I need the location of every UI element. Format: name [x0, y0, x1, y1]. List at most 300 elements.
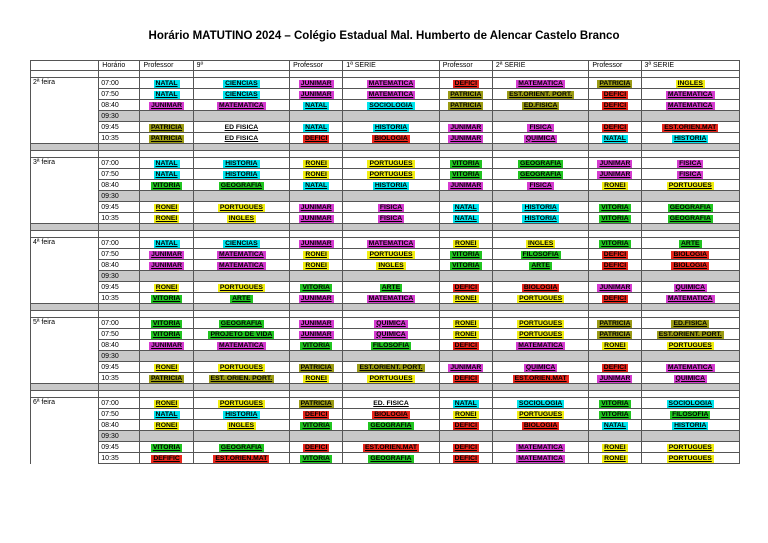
- teacher-tag: JUNIMAR: [151, 341, 183, 349]
- teacher-tag: DEFICI: [603, 250, 627, 258]
- subject-tag: MATEMATICA: [219, 261, 264, 269]
- table-row: [31, 442, 740, 453]
- teacher-cell: [439, 158, 492, 169]
- day-cell: [31, 431, 99, 442]
- schedule-body: [31, 71, 740, 464]
- subject-cell: [641, 202, 739, 213]
- subject-cell: [193, 100, 289, 111]
- day-cell: [31, 180, 99, 191]
- teacher-tag: VITORIA: [302, 421, 330, 429]
- subject-tag: GEOGRAFIA: [520, 170, 562, 178]
- teacher-tag: RONEI: [604, 443, 626, 451]
- teacher-cell: [589, 340, 641, 351]
- time-cell: 09:30: [99, 431, 140, 442]
- subject-tag: MATEMATICA: [518, 79, 563, 87]
- teacher-tag: RONEI: [155, 363, 178, 371]
- teacher-tag: VITORIA: [152, 443, 181, 451]
- subject-cell: [641, 282, 739, 293]
- empty-cell: [193, 311, 289, 318]
- subject-cell: [343, 340, 439, 351]
- subject-cell: [343, 260, 439, 271]
- recess-cell: [641, 271, 739, 282]
- empty-cell: [290, 71, 343, 78]
- separator-cell: [343, 304, 439, 311]
- header-horario: Horário: [99, 61, 140, 71]
- teacher-tag: DEFICI: [454, 341, 477, 349]
- subject-cell: [343, 158, 439, 169]
- time-cell: 09:30: [99, 191, 140, 202]
- empty-cell: [492, 231, 588, 238]
- subject-tag: HISTORIA: [374, 181, 408, 189]
- teacher-cell: [589, 158, 641, 169]
- teacher-tag: DEFICI: [603, 363, 627, 371]
- subject-tag: PORTUGUES: [519, 319, 563, 327]
- time-cell: 08:40: [99, 420, 140, 431]
- empty-cell: [589, 231, 641, 238]
- subject-cell: [641, 133, 739, 144]
- recess-cell: [193, 111, 289, 122]
- teacher-cell: [290, 409, 343, 420]
- teacher-tag: VITORIA: [302, 454, 330, 462]
- subject-cell: [343, 373, 439, 384]
- teacher-tag: RONEI: [155, 203, 178, 211]
- subject-tag: MATEMATICA: [518, 454, 563, 462]
- teacher-tag: RONEI: [155, 421, 178, 429]
- empty-cell: [439, 311, 492, 318]
- separator-cell: [140, 224, 193, 231]
- day-label: 2ª feira: [31, 78, 99, 89]
- subject-tag: QUIMICA: [525, 363, 556, 371]
- subject-cell: [492, 260, 588, 271]
- day-cell: [31, 122, 99, 133]
- teacher-cell: [140, 293, 193, 304]
- separator-cell: [343, 144, 439, 151]
- teacher-cell: [439, 409, 492, 420]
- empty-cell: [99, 231, 140, 238]
- separator-cell: [492, 144, 588, 151]
- teacher-tag: RONEI: [455, 319, 477, 327]
- teacher-cell: [290, 282, 343, 293]
- time-cell: 08:40: [99, 340, 140, 351]
- teacher-tag: VITORIA: [601, 399, 629, 407]
- separator-cell: [31, 304, 99, 311]
- table-row: [31, 260, 740, 271]
- empty-cell: [641, 231, 739, 238]
- spacer-row: [31, 391, 740, 398]
- teacher-cell: [439, 453, 492, 464]
- subject-cell: [193, 133, 289, 144]
- subject-tag: CIENCIAS: [225, 239, 258, 247]
- subject-cell: [492, 122, 588, 133]
- teacher-tag: JUNIMAR: [300, 319, 332, 327]
- table-row: [31, 409, 740, 420]
- subject-cell: [193, 238, 289, 249]
- teacher-tag: RONEI: [305, 159, 327, 167]
- teacher-cell: [140, 398, 193, 409]
- teacher-tag: VITORIA: [452, 170, 480, 178]
- teacher-tag: RONEI: [155, 283, 178, 291]
- teacher-cell: [439, 180, 492, 191]
- teacher-cell: [290, 398, 343, 409]
- subject-tag: EST.ORIENT. PORT.: [658, 330, 722, 338]
- teacher-cell: [439, 169, 492, 180]
- teacher-tag: DEFICI: [603, 123, 627, 131]
- teacher-tag: VITORIA: [601, 214, 629, 222]
- separator-cell: [140, 144, 193, 151]
- teacher-cell: [589, 362, 641, 373]
- separator-cell: [492, 224, 588, 231]
- time-cell: 10:35: [99, 213, 140, 224]
- empty-cell: [343, 151, 439, 158]
- teacher-tag: PATRICIA: [450, 101, 482, 109]
- table-row: [31, 282, 740, 293]
- separator-cell: [290, 384, 343, 391]
- subject-tag: BIOLOGIA: [374, 134, 408, 142]
- subject-cell: [492, 133, 588, 144]
- subject-cell: [193, 180, 289, 191]
- teacher-tag: JUNIMAR: [300, 214, 332, 222]
- teacher-cell: [439, 282, 492, 293]
- subject-cell: [641, 158, 739, 169]
- teacher-cell: [290, 122, 343, 133]
- teacher-cell: [589, 122, 641, 133]
- subject-cell: [492, 238, 588, 249]
- teacher-tag: PATRICIA: [151, 123, 183, 131]
- subject-cell: [193, 249, 289, 260]
- teacher-cell: [589, 442, 641, 453]
- teacher-tag: DEFICI: [305, 410, 328, 418]
- teacher-cell: [589, 249, 641, 260]
- teacher-tag: NATAL: [305, 123, 328, 131]
- subject-tag: INGLES: [527, 239, 554, 247]
- subject-cell: [492, 329, 588, 340]
- teacher-cell: [140, 238, 193, 249]
- empty-cell: [492, 311, 588, 318]
- teacher-tag: VITORIA: [452, 250, 480, 258]
- teacher-tag: RONEI: [305, 374, 327, 382]
- subject-cell: [343, 442, 439, 453]
- subject-cell: [193, 293, 289, 304]
- subject-cell: [492, 420, 588, 431]
- teacher-cell: [439, 213, 492, 224]
- separator-cell: [140, 384, 193, 391]
- header-professor: Professor: [589, 61, 641, 71]
- recess-cell: [193, 271, 289, 282]
- teacher-tag: RONEI: [604, 341, 626, 349]
- teacher-tag: JUNIMAR: [450, 134, 482, 142]
- time-cell: 09:45: [99, 442, 140, 453]
- subject-cell: [492, 442, 588, 453]
- teacher-tag: RONEI: [155, 399, 178, 407]
- header-day: [31, 61, 99, 71]
- teacher-tag: DEFICI: [305, 134, 328, 142]
- empty-cell: [641, 151, 739, 158]
- teacher-cell: [589, 398, 641, 409]
- teacher-tag: DEFICI: [454, 454, 477, 462]
- teacher-tag: DEFICI: [305, 443, 328, 451]
- teacher-tag: JUNIMAR: [599, 170, 631, 178]
- teacher-cell: [589, 169, 641, 180]
- teacher-cell: [439, 133, 492, 144]
- teacher-tag: NATAL: [305, 181, 328, 189]
- empty-cell: [31, 391, 99, 398]
- empty-cell: [439, 151, 492, 158]
- subject-tag: INGLES: [228, 214, 255, 222]
- teacher-cell: [140, 442, 193, 453]
- time-cell: 07:00: [99, 158, 140, 169]
- subject-tag: EST.ORIEN.MAT: [514, 374, 567, 382]
- subject-tag: EST.ORIEN.MAT: [365, 443, 417, 451]
- time-cell: 10:35: [99, 453, 140, 464]
- recess-cell: [193, 431, 289, 442]
- table-row: [31, 398, 740, 409]
- teacher-cell: [140, 202, 193, 213]
- subject-tag: HISTORIA: [225, 170, 258, 178]
- table-row: [31, 78, 740, 89]
- subject-tag: HISTORIA: [225, 410, 258, 418]
- teacher-cell: [589, 420, 641, 431]
- empty-cell: [290, 151, 343, 158]
- table-row: [31, 191, 740, 202]
- subject-tag: HISTORIA: [225, 159, 258, 167]
- separator-row: [31, 144, 740, 151]
- separator-cell: [589, 384, 641, 391]
- teacher-tag: VITORIA: [601, 239, 629, 247]
- separator-cell: [343, 224, 439, 231]
- empty-cell: [290, 391, 343, 398]
- empty-cell: [140, 231, 193, 238]
- recess-cell: [641, 431, 739, 442]
- subject-tag: FISICA: [679, 159, 702, 167]
- subject-cell: [492, 362, 588, 373]
- subject-cell: [641, 453, 739, 464]
- subject-cell: [492, 78, 588, 89]
- time-cell: 09:30: [99, 111, 140, 122]
- separator-cell: [193, 224, 289, 231]
- subject-cell: [641, 238, 739, 249]
- recess-cell: [439, 351, 492, 362]
- empty-cell: [31, 231, 99, 238]
- day-cell: [31, 373, 99, 384]
- teacher-tag: JUNIMAR: [300, 90, 332, 98]
- teacher-tag: RONEI: [455, 294, 477, 302]
- day-cell: [31, 111, 99, 122]
- teacher-tag: RONEI: [305, 250, 327, 258]
- subject-tag: GEOGRAFIA: [370, 421, 412, 429]
- subject-cell: [343, 180, 439, 191]
- subject-tag: SOCIOLOGIA: [518, 399, 563, 407]
- subject-tag: PORTUGUES: [668, 454, 712, 462]
- subject-tag: INGLES: [677, 79, 703, 87]
- teacher-cell: [439, 398, 492, 409]
- day-cell: [31, 191, 99, 202]
- teacher-cell: [589, 282, 641, 293]
- teacher-tag: NATAL: [155, 90, 178, 98]
- subject-tag: MATEMATICA: [219, 250, 264, 258]
- teacher-cell: [439, 420, 492, 431]
- empty-cell: [99, 71, 140, 78]
- subject-cell: [492, 158, 588, 169]
- empty-cell: [99, 311, 140, 318]
- time-cell: 10:35: [99, 373, 140, 384]
- empty-cell: [641, 311, 739, 318]
- subject-cell: [343, 169, 439, 180]
- day-cell: [31, 351, 99, 362]
- subject-tag: ED.FISICA: [523, 101, 558, 109]
- subject-cell: [343, 122, 439, 133]
- teacher-tag: DEFICI: [603, 294, 627, 302]
- separator-cell: [290, 224, 343, 231]
- separator-cell: [641, 224, 739, 231]
- recess-cell: [492, 431, 588, 442]
- table-row: [31, 271, 740, 282]
- teacher-tag: DEFICI: [454, 374, 477, 382]
- subject-cell: [193, 282, 289, 293]
- empty-cell: [31, 311, 99, 318]
- separator-cell: [99, 224, 140, 231]
- recess-cell: [140, 351, 193, 362]
- empty-cell: [589, 391, 641, 398]
- teacher-tag: RONEI: [604, 181, 626, 189]
- table-row: [31, 329, 740, 340]
- teacher-cell: [439, 442, 492, 453]
- teacher-tag: JUNIMAR: [599, 374, 631, 382]
- header-professor: Professor: [290, 61, 343, 71]
- teacher-cell: [140, 180, 193, 191]
- header-row: [31, 61, 740, 71]
- recess-cell: [140, 431, 193, 442]
- table-row: [31, 249, 740, 260]
- teacher-cell: [589, 89, 641, 100]
- time-cell: 07:00: [99, 398, 140, 409]
- spacer-row: [31, 231, 740, 238]
- teacher-cell: [290, 213, 343, 224]
- subject-tag: MATEMATICA: [368, 294, 414, 302]
- subject-cell: [641, 169, 739, 180]
- empty-cell: [439, 231, 492, 238]
- table-row: [31, 431, 740, 442]
- teacher-cell: [290, 78, 343, 89]
- teacher-tag: RONEI: [155, 214, 178, 222]
- day-cell: [31, 362, 99, 373]
- subject-tag: PORTUGUES: [219, 363, 263, 371]
- subject-cell: [641, 340, 739, 351]
- header-class: 1ª SERIE: [343, 61, 439, 71]
- subject-tag: FILOSOFIA: [672, 410, 709, 418]
- subject-tag: ED. FISICA: [373, 399, 409, 407]
- teacher-cell: [589, 100, 641, 111]
- teacher-cell: [439, 249, 492, 260]
- separator-cell: [99, 144, 140, 151]
- table-row: [31, 420, 740, 431]
- header-professor: Professor: [439, 61, 492, 71]
- empty-cell: [193, 151, 289, 158]
- empty-cell: [140, 71, 193, 78]
- separator-cell: [290, 304, 343, 311]
- teacher-cell: [290, 318, 343, 329]
- teacher-cell: [290, 249, 343, 260]
- teacher-tag: DEFICI: [603, 101, 627, 109]
- separator-cell: [641, 304, 739, 311]
- teacher-cell: [439, 238, 492, 249]
- subject-tag: EST.ORIEN.MAT: [664, 123, 717, 131]
- teacher-tag: VITORIA: [302, 341, 330, 349]
- day-cell: [31, 271, 99, 282]
- teacher-cell: [290, 329, 343, 340]
- time-cell: 07:00: [99, 318, 140, 329]
- day-cell: [31, 340, 99, 351]
- time-cell: 09:45: [99, 362, 140, 373]
- subject-tag: GEOGRAFIA: [669, 203, 711, 211]
- teacher-tag: RONEI: [455, 330, 477, 338]
- table-row: [31, 133, 740, 144]
- day-cell: [31, 442, 99, 453]
- subject-tag: MATEMATICA: [368, 79, 414, 87]
- separator-cell: [31, 384, 99, 391]
- empty-cell: [492, 71, 588, 78]
- separator-cell: [99, 384, 140, 391]
- subject-tag: EST.ORIENT. PORT.: [509, 90, 573, 98]
- teacher-tag: JUNIMAR: [300, 294, 332, 302]
- time-cell: 09:30: [99, 271, 140, 282]
- teacher-cell: [439, 318, 492, 329]
- teacher-cell: [589, 293, 641, 304]
- subject-tag: FISICA: [529, 181, 552, 189]
- separator-row: [31, 384, 740, 391]
- subject-tag: PORTUGUES: [369, 170, 413, 178]
- empty-cell: [193, 71, 289, 78]
- subject-cell: [641, 420, 739, 431]
- subject-cell: [343, 453, 439, 464]
- teacher-tag: NATAL: [603, 134, 626, 142]
- subject-tag: PORTUGUES: [219, 399, 263, 407]
- subject-tag: EST.ORIENT. PORT.: [359, 363, 423, 371]
- day-label: 5ª feira: [31, 318, 99, 329]
- recess-cell: [343, 191, 439, 202]
- day-label: 4ª feira: [31, 238, 99, 249]
- table-row: [31, 318, 740, 329]
- day-cell: [31, 100, 99, 111]
- subject-cell: [193, 89, 289, 100]
- recess-cell: [492, 111, 588, 122]
- separator-row: [31, 224, 740, 231]
- subject-tag: MATEMATICA: [667, 294, 713, 302]
- subject-cell: [492, 213, 588, 224]
- recess-cell: [193, 191, 289, 202]
- separator-cell: [439, 224, 492, 231]
- subject-cell: [193, 340, 289, 351]
- teacher-tag: JUNIMAR: [300, 239, 332, 247]
- empty-cell: [492, 151, 588, 158]
- subject-tag: FILOSOFIA: [522, 250, 559, 258]
- subject-tag: MATEMATICA: [219, 101, 264, 109]
- teacher-tag: NATAL: [155, 410, 178, 418]
- recess-cell: [492, 271, 588, 282]
- teacher-tag: NATAL: [305, 101, 328, 109]
- subject-tag: PORTUGUES: [519, 294, 563, 302]
- time-cell: 08:40: [99, 180, 140, 191]
- teacher-cell: [290, 238, 343, 249]
- empty-cell: [31, 151, 99, 158]
- separator-cell: [193, 384, 289, 391]
- teacher-cell: [589, 373, 641, 384]
- teacher-tag: DEFIFIC: [153, 454, 180, 462]
- teacher-cell: [439, 122, 492, 133]
- separator-cell: [589, 224, 641, 231]
- teacher-cell: [589, 453, 641, 464]
- table-row: [31, 293, 740, 304]
- teacher-cell: [290, 158, 343, 169]
